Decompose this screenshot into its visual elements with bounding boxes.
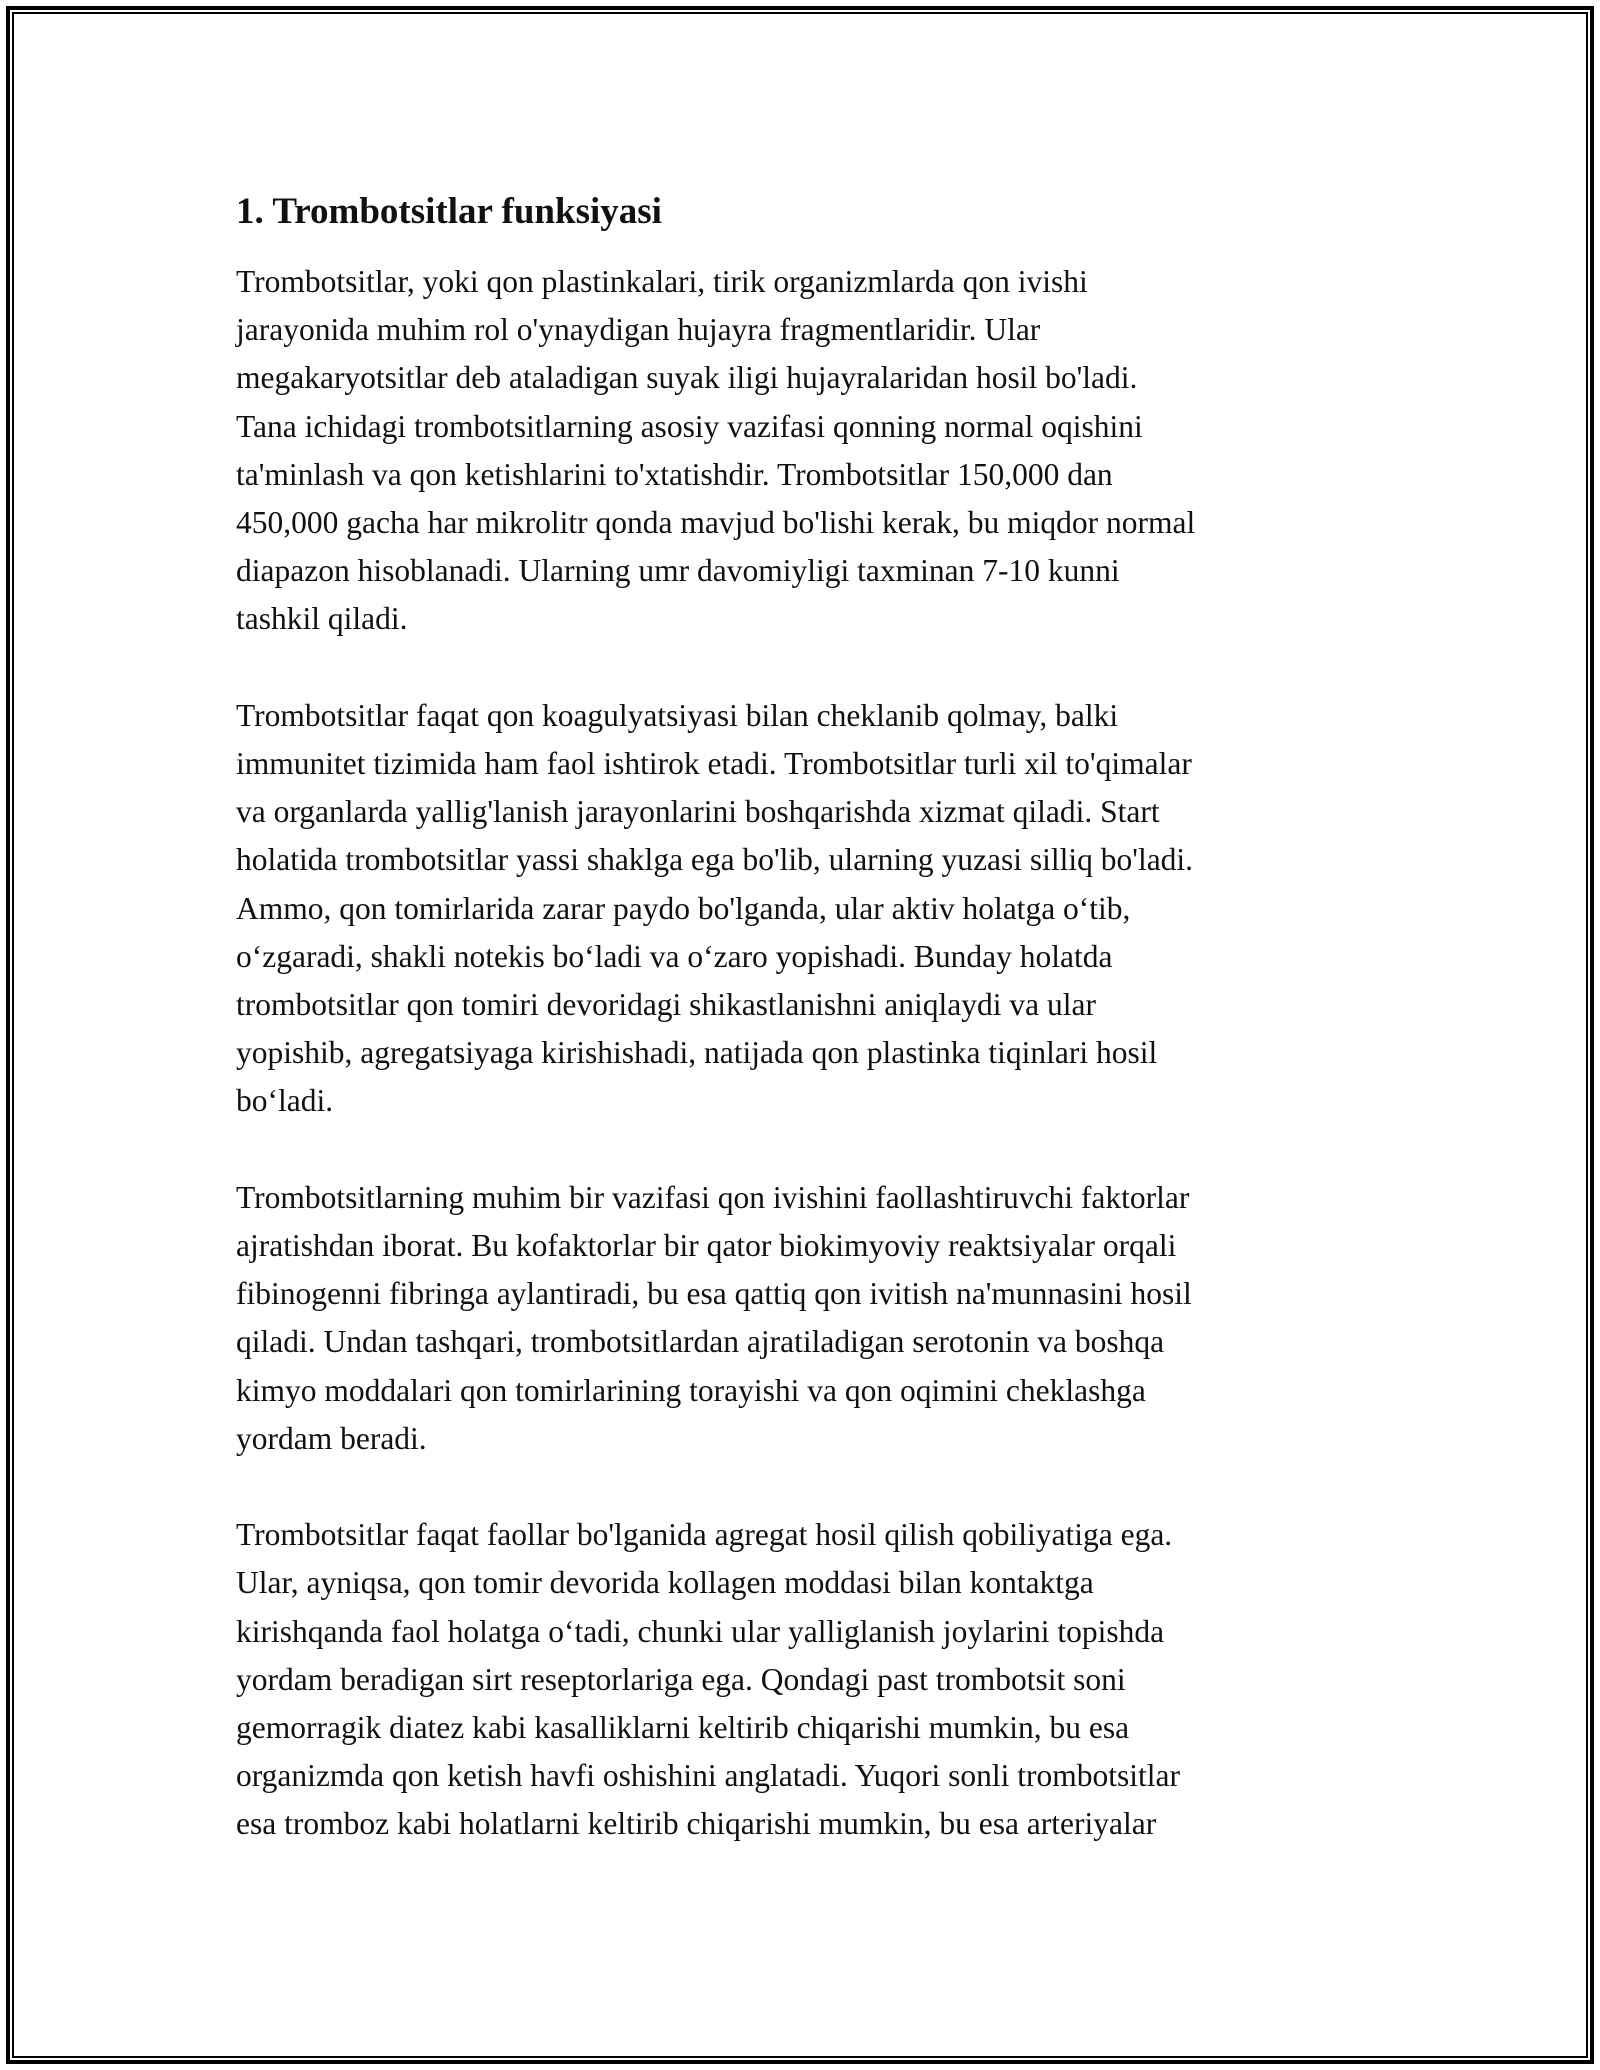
text-line: diapazon hisoblanadi. Ularning umr davomiyligi taxminan 7-10 kunni xyxy=(236,553,1120,589)
text-line: yopishib, agregatsiyaga kirishishadi, natijada qon plastinka tiqinlari hosil xyxy=(236,1035,1158,1071)
text-line: gemorragik diatez kabi kasalliklarni keltirib chiqarishi mumkin, bu esa xyxy=(236,1710,1130,1746)
text-line: kirishqanda faol holatga o‘tadi, chunki ular yalliglanish joylarini topishda xyxy=(236,1613,1165,1649)
text-line: yordam beradigan sirt reseptorlariga ega. Qondagi past trombotsit soni xyxy=(236,1661,1126,1697)
paragraph-3 xyxy=(236,1174,1366,1463)
text-line: Ular, ayniqsa, qon tomir devorida kollagen moddasi bilan kontaktga xyxy=(236,1565,1094,1601)
text-line: immunitet tizimida ham faol ishtirok etadi. Trombotsitlar turli xil to'qimalar xyxy=(236,746,1192,782)
text-line: o‘zgaradi, shakli notekis bo‘ladi va o‘zaro yopishadi. Bunday holatda xyxy=(236,938,1113,974)
text-line: fibinogenni fibringa aylantiradi, bu esa qattiq qon ivitish na'munnasini hosil xyxy=(236,1276,1192,1312)
text-line: megakaryotsitlar deb ataladigan suyak iligi hujayralaridan hosil bo'ladi. xyxy=(236,360,1138,396)
text-line: Ammo, qon tomirlarida zarar paydo bo'lganda, ular aktiv holatga o‘tib, xyxy=(236,890,1131,926)
text-line: ta'minlash va qon ketishlarini to'xtatishdir. Trombotsitlar 150,000 dan xyxy=(236,456,1113,492)
text-line: Tana ichidagi trombotsitlarning asosiy vazifasi qonning normal oqishini xyxy=(236,408,1143,444)
text-line: qiladi. Undan tashqari, trombotsitlardan ajratiladigan serotonin va boshqa xyxy=(236,1324,1165,1360)
text-line: Trombotsitlar faqat faollar bo'lganida agregat hosil qilish qobiliyatiga ega. xyxy=(236,1517,1173,1553)
document-body xyxy=(236,186,1366,1897)
text-line: 450,000 gacha har mikrolitr qonda mavjud bo'lishi kerak, bu miqdor normal xyxy=(236,505,1196,541)
text-line: Trombotsitlarning muhim bir vazifasi qon ivishini faollashtiruvchi faktorlar xyxy=(236,1179,1190,1215)
text-line: ajratishdan iborat. Bu kofaktorlar bir qator biokimyoviy reaktsiyalar orqali xyxy=(236,1228,1177,1264)
text-line: bo‘ladi. xyxy=(236,1083,334,1119)
paragraph-1 xyxy=(236,258,1366,644)
section-heading: 1. Trombotsitlar funksiyasi xyxy=(236,191,662,232)
text-line: kimyo moddalari qon tomirlarining torayishi va qon oqimini cheklashga xyxy=(236,1372,1146,1408)
text-line: yordam beradi. xyxy=(236,1420,427,1456)
text-line: Trombotsitlar faqat qon koagulyatsiyasi bilan cheklanib qolmay, balki xyxy=(236,697,1119,733)
text-line: tashkil qiladi. xyxy=(236,601,408,637)
text-line: organizmda qon ketish havfi oshishini anglatadi. Yuqori sonli trombotsitlar xyxy=(236,1758,1181,1794)
paragraph-4 xyxy=(236,1511,1366,1848)
text-line: trombotsitlar qon tomiri devoridagi shikastlanishni aniqlaydi va ular xyxy=(236,987,1096,1023)
text-line: Trombotsitlar, yoki qon plastinkalari, tirik organizmlarda qon ivishi xyxy=(236,264,1088,299)
text-line: esa tromboz kabi holatlarni keltirib chiqarishi mumkin, bu esa arteriyalar xyxy=(236,1806,1157,1842)
text-line: jarayonida muhim rol o'ynaydigan hujayra fragmentlaridir. Ular xyxy=(236,312,1041,348)
text-line: va organlarda yallig'lanish jarayonlarini boshqarishda xizmat qiladi. Start xyxy=(236,794,1160,830)
paragraph-2 xyxy=(236,692,1366,1126)
text-line: holatida trombotsitlar yassi shaklga ega bo'lib, ularning yuzasi silliq bo'ladi. xyxy=(236,842,1194,878)
